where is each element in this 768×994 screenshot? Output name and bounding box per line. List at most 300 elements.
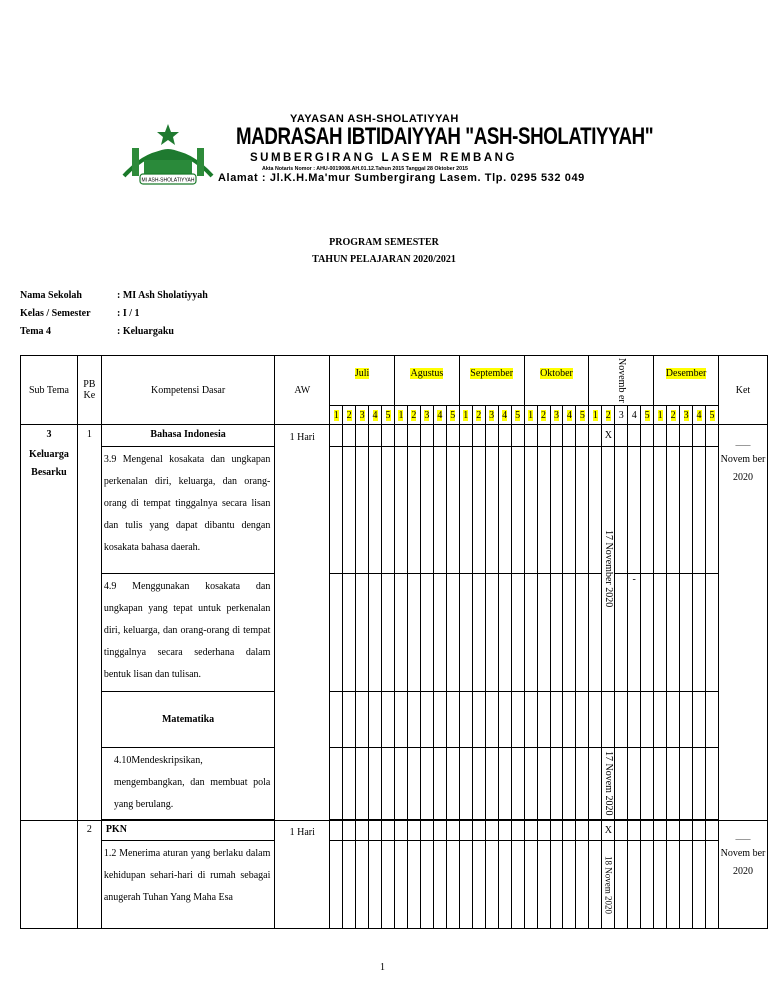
week-cell (330, 692, 343, 748)
week-cell (628, 425, 641, 447)
week-cell (537, 841, 550, 929)
week-cell (459, 748, 472, 820)
week-cell (433, 748, 446, 820)
week-cell (667, 841, 680, 929)
week-cell (576, 425, 589, 447)
week-label: 4 (372, 409, 378, 421)
week-cell (537, 447, 550, 574)
week-cell (356, 748, 369, 820)
week-cell (641, 447, 654, 574)
svg-text:MI ASH-SHOLATIYYAH: MI ASH-SHOLATIYYAH (141, 177, 195, 184)
week-label: 3 (553, 409, 559, 421)
subject-name: Bahasa Indonesia (150, 429, 226, 440)
week-cell (628, 841, 641, 929)
week-cell (330, 748, 343, 820)
week-cell (576, 748, 589, 820)
ket-value: Novem ber 2020 (720, 454, 766, 483)
week-cell (330, 574, 343, 692)
mark-cell (602, 425, 615, 447)
week-cell (615, 748, 628, 820)
week-label: 3 (424, 409, 430, 421)
week-number (680, 406, 693, 425)
week-cell (641, 841, 654, 929)
week-label: 1 (333, 409, 339, 421)
info-value-theme: : Keluargaku (117, 326, 174, 337)
week-cell (667, 425, 680, 447)
week-cell (589, 425, 602, 447)
week-cell (343, 425, 356, 447)
week-number (446, 406, 459, 425)
week-cell (615, 692, 628, 748)
school-logo (118, 118, 218, 186)
week-cell (524, 574, 537, 692)
week-cell (680, 841, 693, 929)
week-label: 2 (476, 409, 482, 421)
week-cell (693, 841, 706, 929)
week-label: 2 (670, 409, 676, 421)
week-cell (394, 574, 407, 692)
pb-number: 1 (86, 429, 92, 440)
info-label-school: Nama Sekolah (20, 290, 82, 301)
week-cell (576, 447, 589, 574)
week-cell (394, 447, 407, 574)
dash-mark: - (632, 574, 636, 585)
week-cell (680, 447, 693, 574)
week-cell (524, 447, 537, 574)
week-cell (641, 425, 654, 447)
week-cell (511, 821, 524, 841)
week-cell (343, 841, 356, 929)
week-cell (369, 821, 382, 841)
week-cell (382, 574, 395, 692)
week-cell (667, 574, 680, 692)
week-label: 3 (489, 409, 495, 421)
week-number (602, 406, 615, 425)
week-label: 3 (618, 409, 624, 421)
week-label: 1 (592, 409, 598, 421)
week-cell (576, 821, 589, 841)
week-number (330, 406, 343, 425)
week-number (576, 406, 589, 425)
week-cell (589, 821, 602, 841)
week-cell (563, 692, 576, 748)
week-cell (420, 748, 433, 820)
week-cell (472, 692, 485, 748)
school-name: MADRASAH IBTIDAIYYAH "ASH-SHOLATIYYAH" (236, 123, 654, 150)
info-label-class: Kelas / Semester (20, 308, 91, 319)
week-cell (524, 821, 537, 841)
week-cell (343, 574, 356, 692)
week-number (394, 406, 407, 425)
pb-number: 2 (86, 824, 92, 835)
week-cell (472, 425, 485, 447)
aw-cell (275, 821, 330, 929)
week-number (589, 406, 602, 425)
kd-cell (101, 447, 275, 574)
week-cell (394, 821, 407, 841)
month-header (524, 356, 589, 406)
week-cell (667, 447, 680, 574)
date-cell (602, 841, 615, 929)
week-cell (654, 821, 667, 841)
week-label: 2 (411, 409, 417, 421)
week-cell (407, 821, 420, 841)
week-label: 4 (502, 409, 508, 421)
kd-cell (101, 748, 275, 820)
week-cell (369, 425, 382, 447)
week-number (654, 406, 667, 425)
week-cell (641, 692, 654, 748)
kd-text: 3.9 Mengenal kosakata dan ungkapan perkenalan diri, keluarga, dan orang-orang di tempat tinggalnya secara lisan dan tulis yang dapat dibantu dengan kosakata bahasa daerah. (103, 454, 271, 553)
week-cell (628, 748, 641, 820)
week-cell (433, 574, 446, 692)
week-cell (537, 574, 550, 692)
pb-number-cell (77, 425, 101, 821)
week-cell (511, 425, 524, 447)
week-cell (459, 425, 472, 447)
aw-cell (275, 425, 330, 821)
month-label: Novemb er (615, 357, 627, 403)
week-cell (356, 821, 369, 841)
week-cell (343, 748, 356, 820)
header-pb-ke (77, 356, 101, 425)
week-cell (524, 692, 537, 748)
week-cell (524, 841, 537, 929)
sub-tema-number: 3 (46, 429, 52, 440)
week-cell (550, 574, 563, 692)
date-cell (602, 447, 615, 692)
week-number (420, 406, 433, 425)
week-cell (511, 748, 524, 820)
week-cell (407, 748, 420, 820)
week-cell (589, 692, 602, 748)
week-cell (485, 574, 498, 692)
week-number (628, 406, 641, 425)
month-header (330, 356, 395, 406)
week-cell (369, 841, 382, 929)
week-label: 5 (644, 409, 650, 421)
week-cell (356, 447, 369, 574)
week-cell (446, 574, 459, 692)
week-number (343, 406, 356, 425)
info-value-class: : I / 1 (117, 308, 140, 319)
week-label: 2 (605, 409, 611, 421)
week-cell (680, 821, 693, 841)
foundation-name: YAYASAN ASH-SHOLATIYYAH (290, 113, 459, 125)
week-cell (407, 447, 420, 574)
week-cell (485, 425, 498, 447)
week-cell (589, 748, 602, 820)
week-cell (615, 841, 628, 929)
week-cell (407, 692, 420, 748)
week-cell (459, 574, 472, 692)
mark-cell (602, 821, 615, 841)
week-cell (563, 447, 576, 574)
week-label: 2 (346, 409, 352, 421)
ket-dash: ___ (735, 436, 751, 447)
week-cell (356, 574, 369, 692)
week-cell (615, 447, 628, 574)
week-label: 5 (515, 409, 521, 421)
week-cell (615, 425, 628, 447)
week-label: 1 (463, 409, 469, 421)
week-cell (524, 748, 537, 820)
week-cell (602, 692, 615, 748)
week-cell (576, 574, 589, 692)
sub-tema-name: Keluarga Besarku (28, 449, 69, 478)
week-cell (356, 841, 369, 929)
month-header (654, 356, 719, 406)
week-cell (472, 821, 485, 841)
week-cell (654, 447, 667, 574)
week-cell (706, 748, 719, 820)
week-cell (498, 821, 511, 841)
week-cell (550, 821, 563, 841)
week-cell (382, 841, 395, 929)
subject-name: Matematika (161, 714, 215, 725)
week-cell (550, 447, 563, 574)
week-cell (485, 841, 498, 929)
kd-cell (101, 841, 275, 929)
week-cell (382, 692, 395, 748)
week-cell (498, 748, 511, 820)
week-cell (641, 574, 654, 692)
week-cell (498, 425, 511, 447)
week-cell (550, 841, 563, 929)
week-label: 4 (631, 409, 637, 421)
week-label: 3 (359, 409, 365, 421)
week-cell (537, 748, 550, 820)
week-cell (628, 821, 641, 841)
week-cell (654, 692, 667, 748)
month-label: Oktober (540, 368, 573, 379)
week-cell (537, 425, 550, 447)
week-number (693, 406, 706, 425)
week-cell (706, 692, 719, 748)
header-aw-label: AW (294, 384, 311, 396)
week-cell (693, 821, 706, 841)
week-label: 1 (398, 409, 404, 421)
week-cell (563, 841, 576, 929)
week-cell (343, 692, 356, 748)
week-cell (343, 821, 356, 841)
week-number (382, 406, 395, 425)
header-aw (275, 356, 330, 425)
week-cell (446, 841, 459, 929)
week-cell (680, 692, 693, 748)
semester-program-table (20, 355, 768, 929)
week-cell (356, 692, 369, 748)
month-label: September (470, 368, 514, 379)
week-cell (446, 425, 459, 447)
week-cell (576, 841, 589, 929)
ket-cell (719, 821, 768, 929)
week-cell (343, 447, 356, 574)
document-title: PROGRAM SEMESTER (329, 237, 439, 248)
week-cell (693, 692, 706, 748)
week-cell (706, 821, 719, 841)
sub-tema-cell (21, 821, 78, 929)
week-cell (472, 748, 485, 820)
week-number (706, 406, 719, 425)
week-number (356, 406, 369, 425)
sub-tema-cell (21, 425, 78, 821)
kd-cell (101, 574, 275, 692)
week-cell (511, 574, 524, 692)
dash-cell (628, 574, 641, 692)
week-number (433, 406, 446, 425)
week-cell (589, 574, 602, 692)
page-number: 1 (380, 962, 385, 973)
week-cell (576, 692, 589, 748)
week-cell (433, 841, 446, 929)
week-cell (472, 447, 485, 574)
week-cell (420, 821, 433, 841)
week-cell (641, 821, 654, 841)
ket-cell (719, 425, 768, 821)
header-pb-ke-label: PB Ke (83, 379, 96, 401)
header-kompetensi (101, 356, 275, 425)
date-cell (602, 748, 615, 820)
week-cell (563, 425, 576, 447)
week-cell (420, 692, 433, 748)
week-cell (654, 574, 667, 692)
week-cell (433, 692, 446, 748)
week-cell (654, 841, 667, 929)
week-cell (330, 447, 343, 574)
week-cell (498, 574, 511, 692)
week-cell (693, 574, 706, 692)
week-cell (667, 821, 680, 841)
week-cell (680, 748, 693, 820)
week-number (641, 406, 654, 425)
week-cell (589, 447, 602, 574)
month-label: Juli (354, 368, 370, 379)
week-cell (472, 841, 485, 929)
week-cell (680, 574, 693, 692)
week-number (369, 406, 382, 425)
week-cell (498, 841, 511, 929)
week-cell (382, 821, 395, 841)
week-number (511, 406, 524, 425)
week-number (537, 406, 550, 425)
week-cell (693, 425, 706, 447)
month-label: Agustus (410, 368, 444, 379)
week-cell (511, 841, 524, 929)
week-cell (394, 692, 407, 748)
week-cell (485, 748, 498, 820)
aw-value: 1 Hari (289, 827, 315, 838)
week-cell (706, 425, 719, 447)
week-cell (563, 574, 576, 692)
week-cell (433, 425, 446, 447)
week-cell (394, 425, 407, 447)
month-header (459, 356, 524, 406)
pb-number-cell (77, 821, 101, 929)
week-number (550, 406, 563, 425)
week-cell (550, 748, 563, 820)
week-number (498, 406, 511, 425)
week-cell (706, 447, 719, 574)
week-label: 2 (541, 409, 547, 421)
week-cell (369, 574, 382, 692)
week-label: 4 (566, 409, 572, 421)
week-cell (563, 821, 576, 841)
subject-cell (101, 425, 275, 447)
week-label: 5 (385, 409, 391, 421)
schedule-date: 17 Novem 2020 (602, 751, 614, 816)
month-label: Desember (665, 368, 707, 379)
week-cell (537, 821, 550, 841)
week-cell (485, 821, 498, 841)
week-cell (369, 692, 382, 748)
week-cell (330, 425, 343, 447)
week-label: 4 (437, 409, 443, 421)
week-cell (628, 447, 641, 574)
week-label: 5 (450, 409, 456, 421)
week-cell (667, 748, 680, 820)
week-cell (550, 425, 563, 447)
week-cell (382, 447, 395, 574)
ket-value: Novem ber 2020 (720, 848, 766, 877)
week-cell (446, 748, 459, 820)
week-cell (446, 821, 459, 841)
week-number (524, 406, 537, 425)
week-cell (394, 748, 407, 820)
schedule-date: 17 November 2020 (602, 530, 614, 608)
header-sub-tema-label: Sub Tema (28, 384, 69, 396)
week-cell (446, 692, 459, 748)
week-cell (654, 748, 667, 820)
week-cell (433, 821, 446, 841)
week-cell (511, 447, 524, 574)
schedule-date: 18 Novem 2020 (603, 855, 614, 914)
week-cell (485, 692, 498, 748)
header-sub-tema (21, 356, 78, 425)
week-number (472, 406, 485, 425)
info-label-theme: Tema 4 (20, 326, 52, 337)
week-number (615, 406, 628, 425)
schedule-mark: X (604, 430, 612, 441)
week-cell (330, 841, 343, 929)
aw-value: 1 Hari (289, 432, 315, 443)
week-label: 1 (528, 409, 534, 421)
week-cell (615, 821, 628, 841)
week-cell (407, 425, 420, 447)
subject-cell (101, 821, 275, 841)
week-cell (459, 692, 472, 748)
week-cell (628, 692, 641, 748)
week-cell (641, 748, 654, 820)
week-label: 5 (709, 409, 715, 421)
week-cell (563, 748, 576, 820)
month-header (394, 356, 459, 406)
week-cell (459, 821, 472, 841)
week-cell (693, 748, 706, 820)
week-cell (667, 692, 680, 748)
week-cell (459, 841, 472, 929)
week-cell (654, 425, 667, 447)
week-cell (706, 574, 719, 692)
week-label: 5 (579, 409, 585, 421)
week-cell (420, 425, 433, 447)
week-cell (524, 425, 537, 447)
week-cell (407, 574, 420, 692)
week-number (667, 406, 680, 425)
week-label: 3 (683, 409, 689, 421)
week-label: 1 (657, 409, 663, 421)
week-cell (615, 574, 628, 692)
